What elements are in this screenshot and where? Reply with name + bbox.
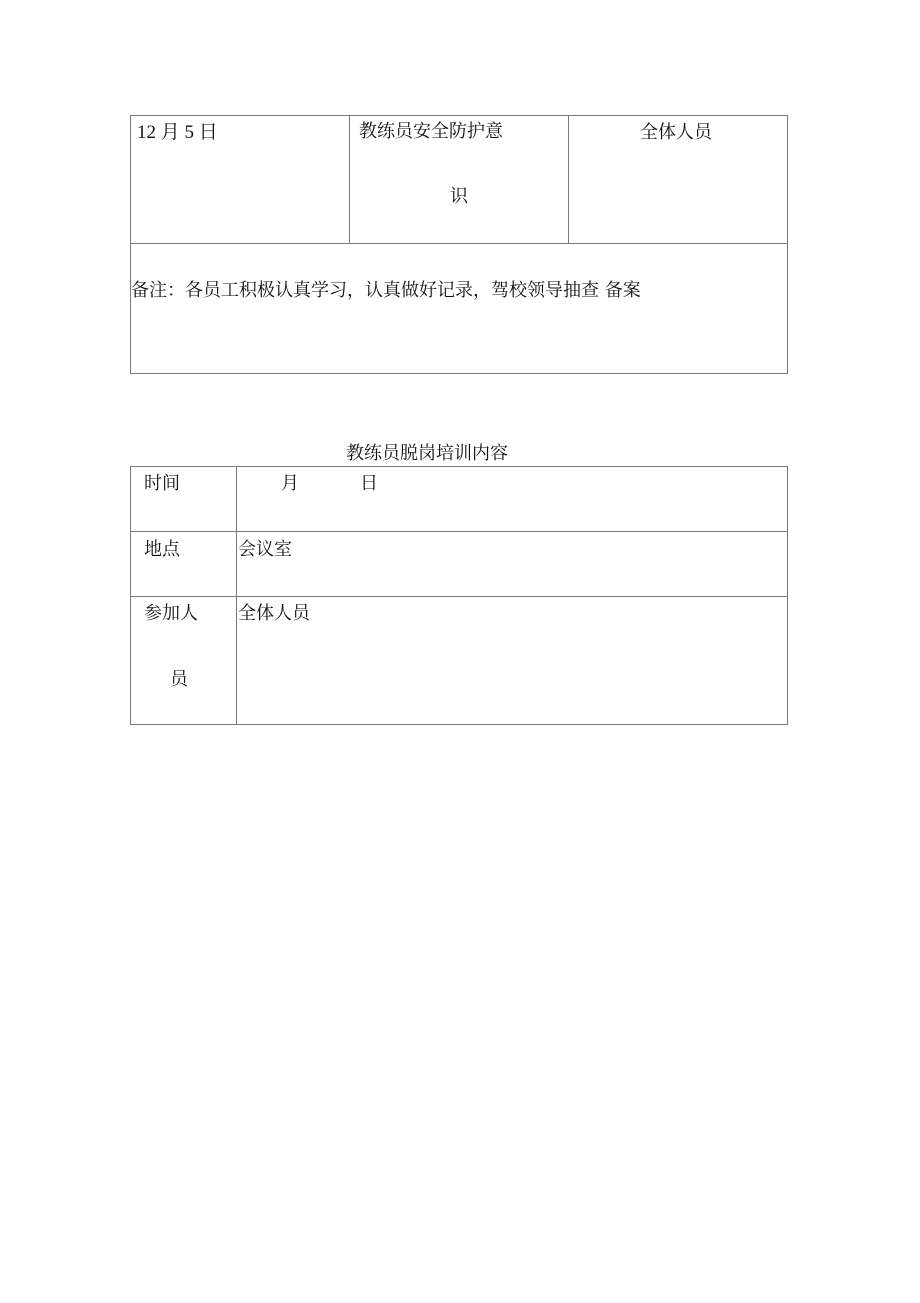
- remarks-text: 备注：各员工积极认真学习，认真做好记录，驾校领导抽查 备案: [131, 280, 641, 301]
- training-date: 12 月 5 日: [137, 122, 218, 143]
- table2-row-divider-1: [130, 531, 788, 532]
- table2-border-top: [130, 466, 788, 467]
- table2-border-bottom: [130, 724, 788, 725]
- time-day: 日: [360, 473, 378, 494]
- section-title: 教练员脱岗培训内容: [346, 443, 508, 464]
- training-topic-line2: 识: [450, 186, 468, 207]
- training-topic-line1: 教练员安全防护意: [359, 121, 503, 142]
- time-label: 时间: [144, 473, 180, 494]
- participants-label-line1: 参加人: [144, 603, 198, 624]
- table2-row-divider-2: [130, 596, 788, 597]
- participants-value: 全体人员: [238, 603, 310, 624]
- time-month: 月: [281, 473, 299, 494]
- location-value: 会议室: [238, 539, 292, 560]
- training-participants: 全体人员: [640, 122, 712, 143]
- participants-label-line2: 员: [170, 669, 188, 690]
- location-label: 地点: [144, 539, 180, 560]
